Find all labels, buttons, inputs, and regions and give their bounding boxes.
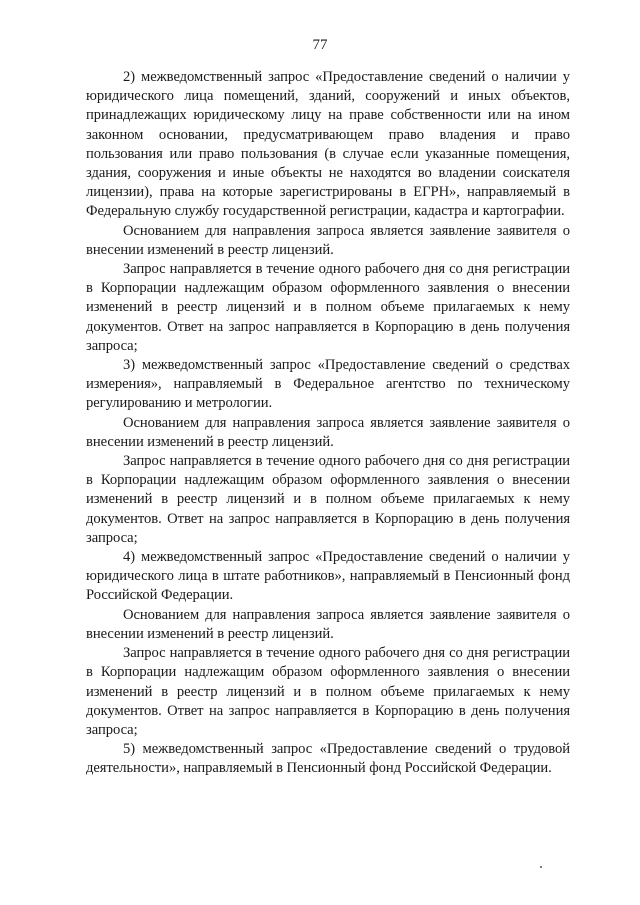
paragraph-request-5: 5) межведомственный запрос «Предоставление сведений о трудовой деятельности», направляемый в Пенсионный фонд Российской Федерации. — [86, 741, 570, 777]
paragraph-timing: Запрос направляется в течение одного рабочего дня со дня регистрации в Корпорации надлежащим образом оформленного заявления о внесении изменений в реестр лицензий и в полном объеме прилагаемых к нему документов. Ответ на запрос направляется в Корпорацию в день получения запроса; — [86, 261, 570, 354]
paragraph-request-4: 4) межведомственный запрос «Предоставление сведений о наличии у юридического лица в штате работников», направляемый в Пенсионный фонд Российской Федерации. — [86, 549, 570, 604]
scan-speck — [540, 866, 542, 868]
paragraph-basis: Основанием для направления запроса является заявление заявителя о внесении изменений в реестр лицензий. — [86, 606, 570, 642]
document-body — [86, 68, 570, 779]
page-number: 77 — [312, 37, 328, 53]
paragraph-basis: Основанием для направления запроса является заявление заявителя о внесении изменений в реестр лицензий. — [86, 414, 570, 450]
paragraph-timing: Запрос направляется в течение одного рабочего дня со дня регистрации в Корпорации надлежащим образом оформленного заявления о внесении изменений в реестр лицензий и в полном объеме прилагаемых к нему документов. Ответ на запрос направляется в Корпорацию в день получения запроса; — [86, 453, 570, 546]
paragraph-request-3: 3) межведомственный запрос «Предоставление сведений о средствах измерения», направляемый в Федеральное агентство по техническому регулированию и метрологии. — [86, 357, 570, 412]
paragraph-timing: Запрос направляется в течение одного рабочего дня со дня регистрации в Корпорации надлежащим образом оформленного заявления о внесении изменений в реестр лицензий и в полном объеме прилагаемых к нему документов. Ответ на запрос направляется в Корпорацию в день получения запроса; — [86, 645, 570, 738]
paragraph-basis: Основанием для направления запроса является заявление заявителя о внесении изменений в реестр лицензий. — [86, 222, 570, 258]
paragraph-request-2: 2) межведомственный запрос «Предоставление сведений о наличии у юридического лица помещений, зданий, сооружений и иных объектов, принадлежащих юридическому лицу на праве собственности или на ином законном основании, предусматривающем право владения и право пользования или право пользования (в случае если указанные помещения, здания, сооружения и иные объекты не находятся во владении соискателя лицензии), права на которые зарегистрированы в ЕГРН», направляемый в Федеральную службу государственной регистрации, кадастра и картографии. — [86, 69, 570, 220]
